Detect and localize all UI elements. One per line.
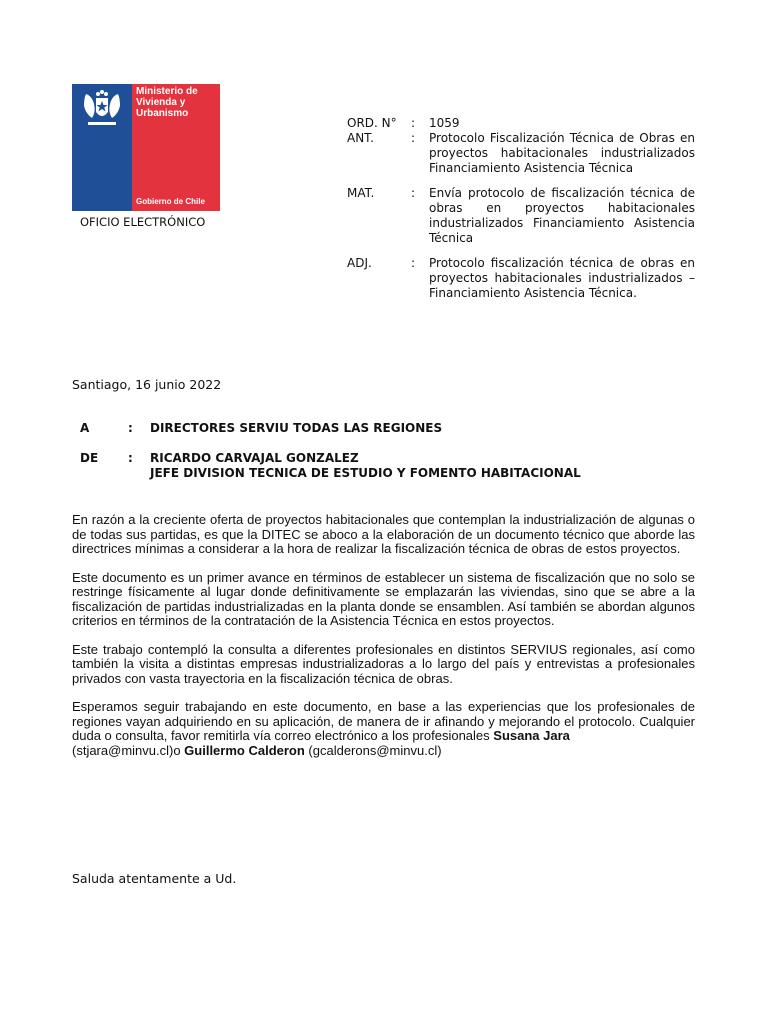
ord-label: ORD. N° (347, 116, 397, 130)
ant-row (347, 131, 695, 176)
sender-name: RICARDO CARVAJAL GONZALEZ (150, 451, 359, 465)
paragraph: En razón a la creciente oferta de proyectos habitacionales que contemplan la industrialización de algunas o de todas sus partidas, es que la DITEC se aboco a la elaboración de un documento técnico que aborde las directrices mínimas a considerar a la hora de realizar la fiscalización técnica de obras de estos proyectos. (72, 512, 695, 556)
recipient-label: A (80, 421, 90, 435)
recipient-line (80, 421, 442, 436)
contact-email: (gcalderons@minvu.cl) (304, 742, 442, 758)
recipient-value: DIRECTORES SERVIU TODAS LAS REGIONES (150, 421, 443, 435)
colon: : (128, 421, 133, 435)
colon: : (128, 451, 133, 465)
sender-role: JEFE DIVISION TECNICA DE ESTUDIO Y FOMENTO HABITACIONAL (150, 466, 581, 480)
logo-blue-panel (72, 84, 132, 211)
ministry-logo (72, 84, 220, 211)
letter-date: Santiago, 16 junio 2022 (72, 377, 222, 392)
coat-of-arms-icon (78, 86, 126, 130)
adj-value: Protocolo fiscalización técnica de obras en proyectos habitacionales industrializados – Financiamiento Asistencia Técnica. (429, 256, 695, 300)
colon: : (411, 256, 416, 270)
logo-title-line: Vivienda y (136, 97, 186, 108)
colon: : (411, 116, 416, 130)
reference-block (347, 116, 695, 311)
paragraph: Este trabajo contempló la consulta a diferentes profesionales en distintos SERVIUS regionales, así como también la visita a distintas empresas industrializadoras a lo largo del país y entrevistas a profesionales privados con vasta trayectoria en la fiscalización técnica de obras. (72, 641, 695, 686)
paragraph: Este documento es un primer avance en términos de establecer un sistema de fiscalización que no solo se restringe físicamente al lugar donde definitivamente se emplazarán las viviendas, sino que se abre a la fiscalización de partidas industrializadas en la planta donde se ensamblen. Así también se abordan algunos criterios en términos de la contratación de la Asistencia Técnica en estos proyectos. (72, 569, 695, 628)
paragraph-text: Esperamos seguir trabajando en este documento, en base a las experiencias que los profesionales de regiones vayan adquiriendo en su aplicación, de manera de ir afinando y mejorando el protocolo. Cualquier duda o consulta, favor remitirla vía correo electrónico a los profesionales (72, 699, 695, 743)
logo-title-line: Ministerio de (136, 86, 198, 97)
ord-value: 1059 (429, 116, 460, 130)
paragraph (72, 700, 695, 758)
mat-row (347, 186, 695, 246)
colon: : (411, 131, 416, 145)
letter-body (72, 513, 695, 772)
logo-red-panel (132, 84, 220, 211)
mat-value: Envía protocolo de fiscalización técnica de obras en proyectos habitacionales industrializados Financiamiento Asistencia Técnica (429, 186, 695, 245)
ant-label: ANT. (347, 131, 374, 145)
contact-name: Susana Jara (493, 728, 570, 743)
colon: : (411, 186, 416, 200)
logo-title-line: Urbanismo (136, 108, 189, 119)
adj-label: ADJ. (347, 256, 372, 270)
oficio-label: OFICIO ELECTRÓNICO (80, 215, 206, 229)
contact-name: Guillermo Calderon (184, 742, 305, 758)
mat-label: MAT. (347, 186, 375, 200)
logo-footer: Gobierno de Chile (136, 197, 205, 206)
sender-block (150, 451, 581, 481)
closing-greeting: Saluda atentamente a Ud. (72, 871, 237, 886)
ord-row (347, 116, 695, 131)
adj-row (347, 256, 695, 301)
sender-line (80, 451, 581, 481)
contact-email: (stjara@minvu.cl)o (72, 742, 185, 758)
ant-value: Protocolo Fiscalización Técnica de Obras en proyectos habitacionales industrializados Financiamiento Asistencia Técnica (429, 131, 695, 175)
sender-label: DE (80, 451, 99, 465)
logo-title (136, 86, 198, 119)
